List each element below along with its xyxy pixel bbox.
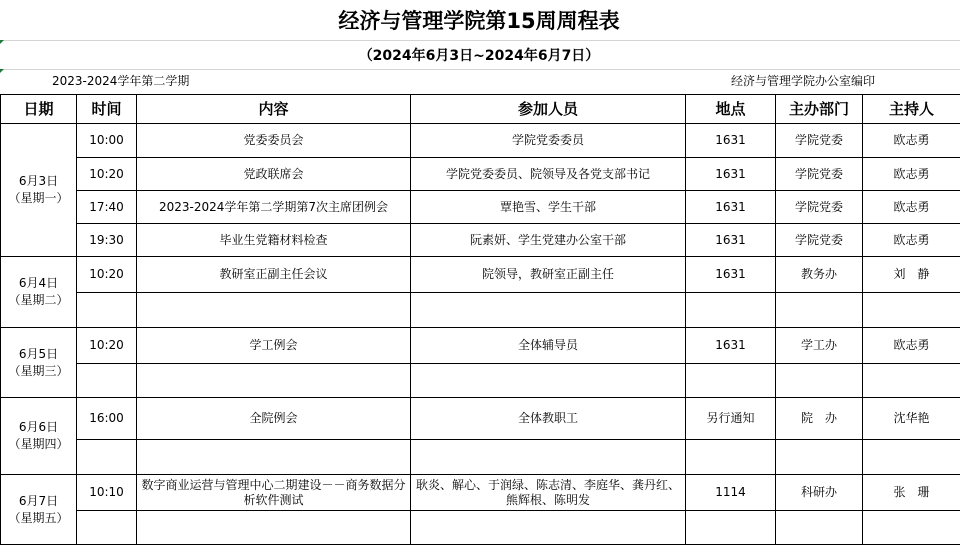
table-row — [1, 398, 960, 440]
date-range: （2024年6月3日~2024年6月7日） — [358, 47, 600, 64]
location-cell: 另行通知 — [686, 398, 776, 440]
location-cell: 1631 — [686, 328, 776, 364]
time-cell: 10:00 — [77, 124, 137, 158]
table-row — [1, 191, 960, 224]
schedule-table — [0, 94, 960, 545]
attendees-cell: 学院党委委员、院领导及各党支部书记 — [411, 158, 686, 191]
weekday-label: （星期四） — [8, 437, 69, 451]
attendees-cell: 耿炎、解心、于润绿、陈志清、李庭华、龚丹红、熊辉根、陈明发 — [411, 475, 686, 511]
attendees-cell: 全体教职工 — [411, 398, 686, 440]
table-row — [1, 257, 960, 293]
content-cell: 教研室正副主任会议 — [137, 257, 411, 293]
table-row — [1, 224, 960, 257]
date-label: 6月6日 — [18, 420, 59, 434]
semester-label: 2023-2024学年第二学期 — [52, 74, 190, 88]
attendees-cell: 阮素妍、学生党建办公室干部 — [411, 224, 686, 257]
content-cell: 全院例会 — [137, 398, 411, 440]
cell-marker — [0, 69, 4, 73]
header-row — [1, 95, 960, 124]
dept-cell: 学院党委 — [776, 224, 863, 257]
attendees-cell: 学院党委委员 — [411, 124, 686, 158]
dept-cell: 学院党委 — [776, 124, 863, 158]
host-cell: 欧志勇 — [863, 158, 960, 191]
time-cell: 17:40 — [77, 191, 137, 224]
dept-cell: 学院党委 — [776, 158, 863, 191]
weekday-label: （星期五） — [8, 510, 69, 525]
date-label: 6月3日 — [18, 174, 59, 188]
location-cell: 1631 — [686, 224, 776, 257]
column-header-content: 内容 — [137, 95, 411, 124]
location-cell: 1114 — [686, 475, 776, 511]
attendees-cell: 院领导，教研室正副主任 — [411, 257, 686, 293]
date-cell — [1, 124, 77, 257]
host-cell: 刘 静 — [863, 257, 960, 293]
content-cell: 党委委员会 — [137, 124, 411, 158]
content-cell: 学工例会 — [137, 328, 411, 364]
host-cell: 欧志勇 — [863, 124, 960, 158]
attendees-cell: 覃艳雪、学生干部 — [411, 191, 686, 224]
column-header-dept: 主办部门 — [776, 95, 863, 124]
time-cell: 19:30 — [77, 224, 137, 257]
time-cell: 10:20 — [77, 257, 137, 293]
time-cell: 10:20 — [77, 328, 137, 364]
column-header-host: 主持人 — [863, 95, 960, 124]
location-cell: 1631 — [686, 257, 776, 293]
dept-cell: 院 办 — [776, 398, 863, 440]
compiler-label: 经济与管理学院办公室编印 — [731, 74, 876, 88]
content-cell: 党政联席会 — [137, 158, 411, 191]
content-cell: 数字商业运营与管理中心二期建设－－商务数据分析软件测试 — [137, 475, 411, 511]
attendees-cell: 全体辅导员 — [411, 328, 686, 364]
column-header-date: 日期 — [1, 95, 77, 124]
time-cell: 10:10 — [77, 475, 137, 511]
column-header-attendees: 参加人员 — [411, 95, 686, 124]
column-header-time: 时间 — [77, 95, 137, 124]
empty-row — [1, 364, 960, 398]
weekday-label: （星期三） — [8, 363, 69, 378]
page-title: 经济与管理学院第15周周程表 — [338, 9, 620, 33]
empty-row — [1, 440, 960, 475]
host-cell: 欧志勇 — [863, 224, 960, 257]
date-cell — [1, 328, 77, 398]
dept-cell: 科研办 — [776, 475, 863, 511]
date-label: 6月5日 — [18, 346, 59, 361]
empty-row — [1, 511, 960, 545]
host-cell: 欧志勇 — [863, 328, 960, 364]
weekday-label: （星期一） — [8, 191, 69, 205]
column-header-location: 地点 — [686, 95, 776, 124]
content-cell: 2023-2024学年第二学期第7次主席团例会 — [137, 191, 411, 224]
table-row — [1, 328, 960, 364]
empty-row — [1, 293, 960, 328]
time-cell: 16:00 — [77, 398, 137, 440]
table-row — [1, 124, 960, 158]
location-cell: 1631 — [686, 124, 776, 158]
dept-cell: 教务办 — [776, 257, 863, 293]
host-cell: 沈华艳 — [863, 398, 960, 440]
dept-cell: 学工办 — [776, 328, 863, 364]
dept-cell: 学院党委 — [776, 191, 863, 224]
host-cell: 欧志勇 — [863, 191, 960, 224]
date-label: 6月4日 — [18, 276, 59, 290]
date-label: 6月7日 — [18, 493, 59, 508]
location-cell: 1631 — [686, 191, 776, 224]
table-row — [1, 475, 960, 511]
date-cell — [1, 475, 77, 545]
weekday-label: （星期二） — [8, 293, 69, 307]
time-cell: 10:20 — [77, 158, 137, 191]
divider — [0, 69, 960, 70]
location-cell: 1631 — [686, 158, 776, 191]
table-row — [1, 158, 960, 191]
date-cell — [1, 257, 77, 328]
content-cell: 毕业生党籍材料检查 — [137, 224, 411, 257]
date-cell — [1, 398, 77, 475]
host-cell: 张 珊 — [863, 475, 960, 511]
